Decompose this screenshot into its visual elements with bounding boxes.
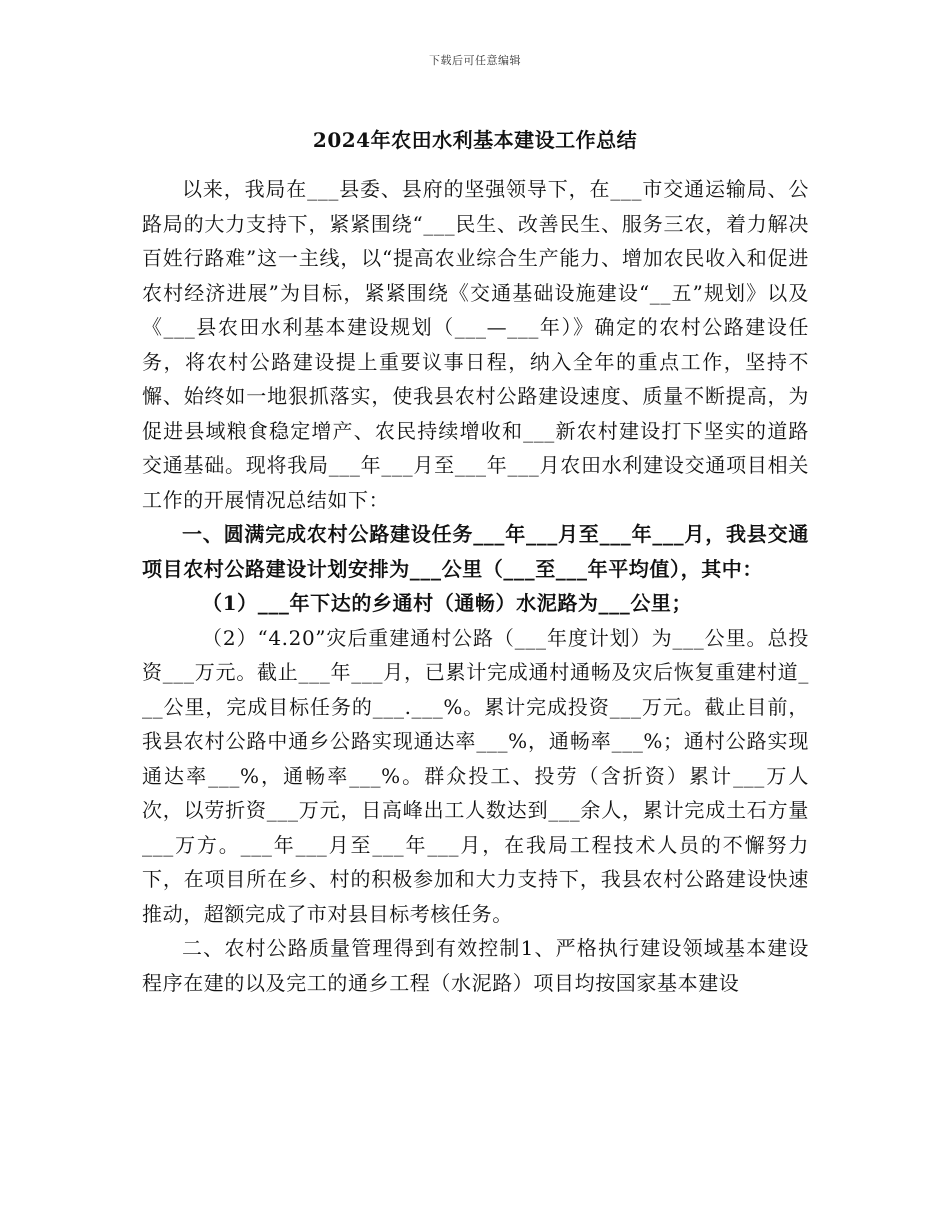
list-item-1: （1）___年下达的乡通村（通畅）水泥路为___公里； xyxy=(202,591,693,615)
section-heading-2: 二、农村公路质量管理得到有效控制1、严格执行建设领域基本建设程序在建的以及完工的通乡工程（水泥路）项目均按国家基本建设 xyxy=(142,936,809,995)
paragraph-intro: 以来，我局在___县委、县府的坚强领导下，在___市交通运输局、公路局的大力支持下，紧紧围绕“___民生、改善民生、服务三农，着力解决百姓行路难”这一主线，以“提高农业综合生产能力、增加农民收入和促进农村经济进展”为目标，紧紧围绕《交通基础设施建设“__五”规划》以及《___县农田水利基本建设规划（___—___年）》确定的农村公路建设任务，将农村公路建设提上重要议事日程，纳入全年的重点工作，坚持不懈、始终如一地狠抓落实，使我县农村公路建设速度、质量不断提高，为促进县域粮食稳定增产、农民持续增收和___新农村建设打下坚实的道路交通基础。现将我局___年___月至___年___月农田水利建设交通项目相关工作的开展情况总结如下： xyxy=(142,177,809,512)
document-body xyxy=(142,172,809,1000)
page-header: 下载后可任意编辑 xyxy=(429,54,521,67)
list-item-2: （2）“4.20”灾后重建通村公路（___年度计划）为___公里。总投资___万元。截止___年___月，已累计完成通村通畅及灾后恢复重建村道___公里，完成目标任务的___.___%。累计完成投资___万元。截止目前，我县农村公路中通乡公路实现通达率___%，通畅率___%；通村公路实现通达率___%，通畅率___%。群众投工、投劳（含折资）累计___万人次，以劳折资___万元，日高峰出工人数达到___余人，累计完成土石方量___万方。___年___月至___年___月，在我局工程技术人员的不懈努力下，在项目所在乡、村的积极参加和大力支持下，我县农村公路建设快速推动，超额完成了市对县目标考核任务。 xyxy=(142,625,809,926)
document-title: 2024年农田水利基本建设工作总结 xyxy=(312,128,638,152)
section-heading-1: 一、圆满完成农村公路建设任务___年___月至___年___月，我县交通项目农村公路建设计划安排为___公里（___至___年平均值），其中： xyxy=(142,522,809,581)
